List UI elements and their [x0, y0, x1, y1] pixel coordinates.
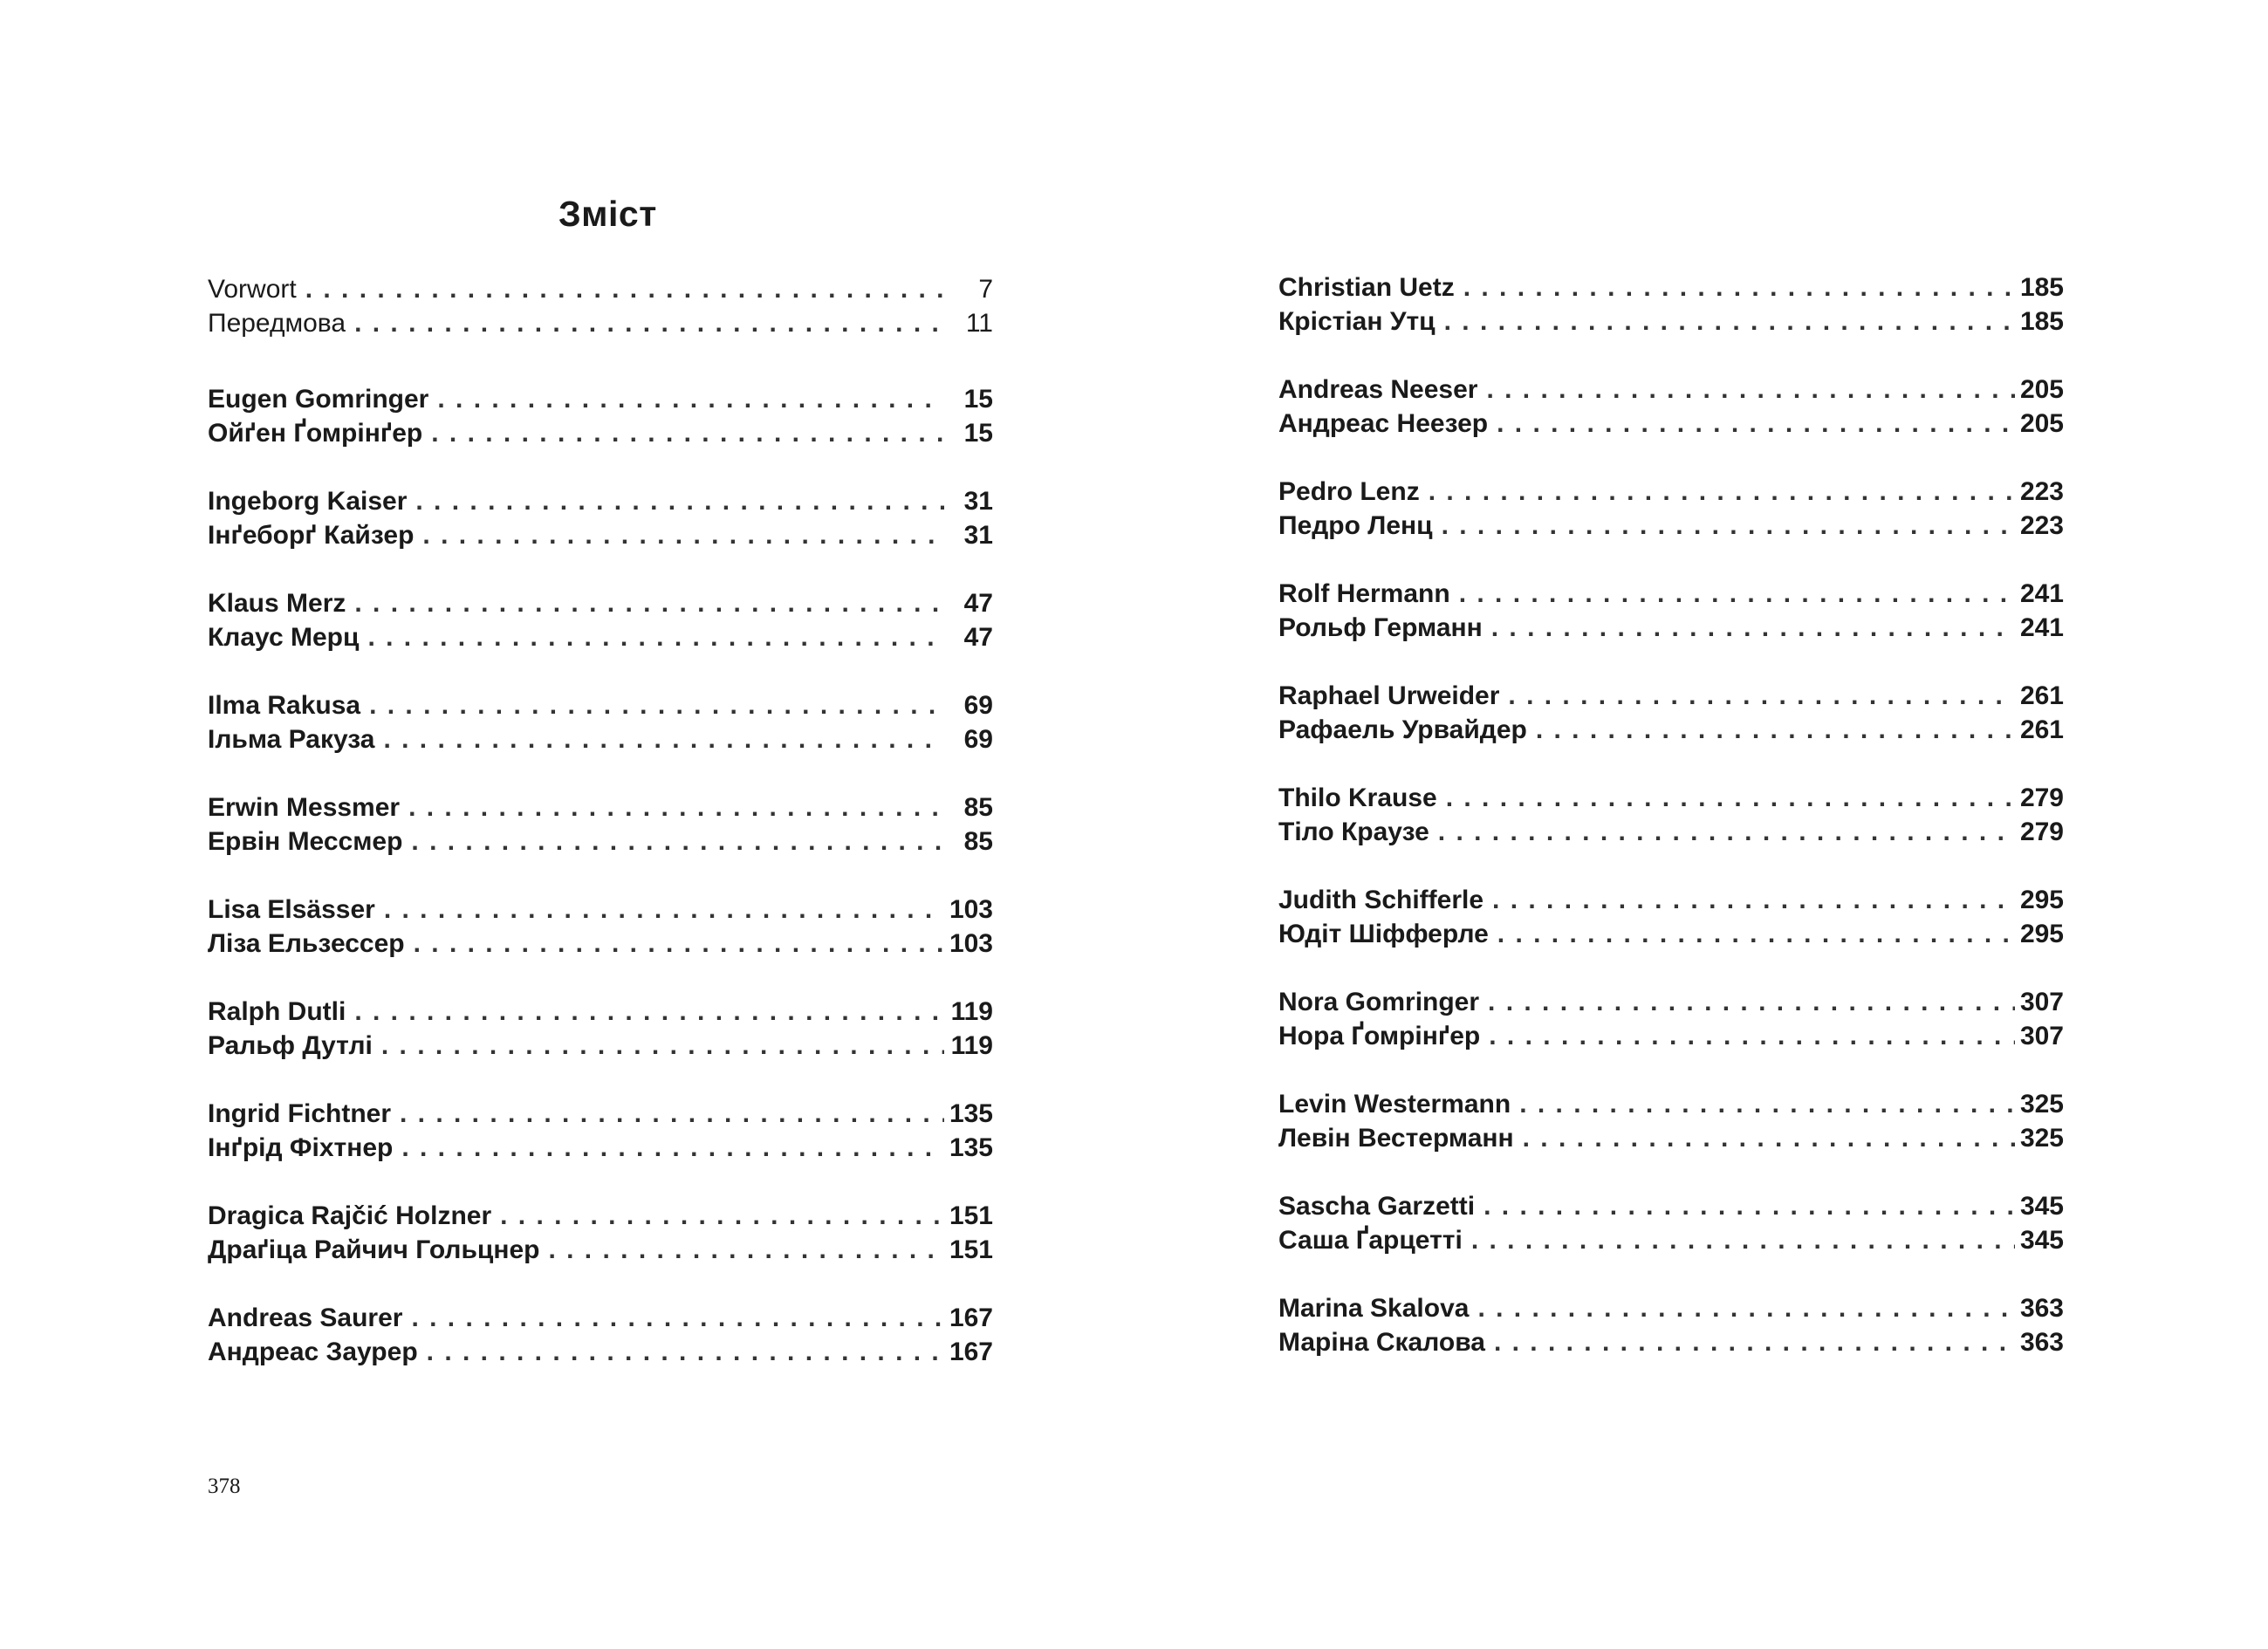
entry-page-number: 307 — [2019, 1022, 2064, 1050]
toc-entry[interactable] — [1278, 917, 2064, 951]
entry-title: Andreas Saurer — [208, 1303, 403, 1332]
entry-title: Левін Вестерманн — [1278, 1124, 1514, 1153]
toc-group — [1278, 373, 2064, 475]
entry-page-number: 85 — [963, 793, 993, 822]
entry-title: Ilma Rakusa — [208, 691, 361, 720]
entry-page-number: 135 — [949, 1133, 993, 1162]
toc-entry[interactable] — [208, 790, 993, 824]
entry-page-number: 15 — [963, 419, 993, 448]
entry-title: Rolf Hermann — [1278, 579, 1450, 608]
dot-leader — [305, 272, 944, 306]
entry-title: Thilo Krause — [1278, 783, 1437, 812]
toc-group — [208, 893, 993, 995]
dot-leader — [383, 722, 944, 756]
entry-page-number: 325 — [2019, 1124, 2064, 1153]
entry-page-number: 119 — [950, 997, 993, 1026]
entry-page-number: 241 — [2019, 613, 2064, 642]
toc-entry[interactable] — [1278, 679, 2064, 713]
entry-page-number: 295 — [2019, 920, 2064, 948]
toc-group — [208, 995, 993, 1097]
toc-entry[interactable] — [208, 688, 993, 722]
entry-page-number: 363 — [2019, 1294, 2064, 1323]
entry-page-number: 223 — [2019, 477, 2064, 506]
toc-entry[interactable] — [208, 1097, 993, 1131]
dot-leader — [1463, 270, 2015, 304]
dot-leader — [1508, 679, 2015, 713]
toc-entry[interactable] — [208, 382, 993, 416]
entry-title: Маріна Скалова — [1278, 1328, 1485, 1357]
dot-leader — [415, 484, 944, 518]
entry-title: Vorwort — [208, 275, 297, 304]
entry-title: Ервін Мессмер — [208, 827, 403, 856]
toc-entry[interactable] — [1278, 1291, 2064, 1325]
entry-title: Lisa Elsässer — [208, 895, 375, 924]
entry-page-number: 151 — [949, 1201, 993, 1230]
toc-entry[interactable] — [208, 272, 993, 306]
toc-entry[interactable] — [208, 416, 993, 450]
toc-entry[interactable] — [1278, 883, 2064, 917]
toc-entry[interactable] — [208, 1335, 993, 1369]
toc-group — [1278, 475, 2064, 577]
entry-title: Рафаель Урвайдер — [1278, 715, 1527, 744]
entry-page-number: 167 — [949, 1338, 993, 1366]
entry-title: Ingrid Fichtner — [208, 1099, 391, 1128]
toc-group — [208, 790, 993, 893]
toc-entry[interactable] — [1278, 1121, 2064, 1155]
entry-title: Marina Skalova — [1278, 1294, 1470, 1323]
entry-title: Клаус Мерц — [208, 623, 360, 652]
toc-entry[interactable] — [1278, 304, 2064, 339]
entry-title: Нора Ґомрінґер — [1278, 1022, 1481, 1050]
dot-leader — [381, 1029, 944, 1063]
entry-page-number: 151 — [949, 1235, 993, 1264]
dot-leader — [1446, 781, 2015, 815]
toc-group — [208, 1301, 993, 1403]
dot-leader — [414, 927, 944, 961]
entry-title: Christian Uetz — [1278, 273, 1455, 302]
dot-leader — [354, 306, 944, 340]
dot-leader — [1486, 373, 2014, 407]
dot-leader — [1523, 1121, 2015, 1155]
dot-leader — [401, 1131, 944, 1165]
toc-group — [208, 272, 993, 382]
entry-title: Драґіца Райчич Гольцнер — [208, 1235, 540, 1264]
dot-leader — [431, 416, 944, 450]
dot-leader — [400, 1097, 944, 1131]
entry-page-number: 7 — [978, 275, 993, 304]
entry-title: Sascha Garzetti — [1278, 1192, 1476, 1221]
entry-title: Інґрід Фіхтнер — [208, 1133, 394, 1162]
toc-group — [1278, 1087, 2064, 1189]
dot-leader — [1492, 883, 2015, 917]
dot-leader — [411, 824, 944, 859]
toc-entry[interactable] — [1278, 1087, 2064, 1121]
dot-leader — [354, 586, 944, 620]
toc-group — [1278, 270, 2064, 373]
toc-entry[interactable] — [208, 620, 993, 654]
dot-leader — [1494, 1325, 2015, 1359]
entry-title: Ingeborg Kaiser — [208, 487, 408, 516]
dot-leader — [1497, 917, 2015, 951]
entry-title: Andreas Neeser — [1278, 375, 1478, 404]
dot-leader — [500, 1199, 944, 1233]
dot-leader — [1536, 713, 2015, 747]
entry-title: Dragica Rajčić Holzner — [208, 1201, 492, 1230]
toc-entry[interactable] — [208, 1029, 993, 1063]
toc-group — [208, 586, 993, 688]
entry-title: Levin Westermann — [1278, 1090, 1511, 1119]
entry-title: Саша Ґарцетті — [1278, 1226, 1463, 1255]
toc-entry[interactable] — [1278, 985, 2064, 1019]
entry-title: Judith Schifferle — [1278, 886, 1484, 914]
entry-page-number: 345 — [2019, 1192, 2064, 1221]
toc-group — [1278, 781, 2064, 883]
entry-title: Raphael Urweider — [1278, 681, 1500, 710]
page-number: 378 — [208, 1475, 241, 1498]
toc-group — [1278, 1189, 2064, 1291]
toc-entry[interactable] — [1278, 1325, 2064, 1359]
entry-page-number: 31 — [963, 521, 993, 550]
entry-title: Eugen Gomringer — [208, 385, 429, 414]
entry-title: Тіло Краузе — [1278, 818, 1429, 846]
toc-group — [1278, 577, 2064, 679]
entry-title: Андреас Неезер — [1278, 409, 1489, 438]
toc-entry[interactable] — [208, 927, 993, 961]
entry-title: Ralph Dutli — [208, 997, 346, 1026]
toc-entry[interactable] — [208, 824, 993, 859]
entry-title: Передмова — [208, 309, 346, 338]
entry-page-number: 185 — [2019, 273, 2064, 302]
toc-entry[interactable] — [1278, 270, 2064, 304]
entry-title: Андреас Заурер — [208, 1338, 418, 1366]
toc-entry[interactable] — [208, 1199, 993, 1233]
entry-page-number: 185 — [2019, 307, 2064, 336]
entry-title: Крістіан Утц — [1278, 307, 1435, 336]
entry-title: Ільма Ракуза — [208, 725, 375, 754]
dot-leader — [367, 620, 944, 654]
dot-leader — [411, 1301, 944, 1335]
toc-group — [208, 688, 993, 790]
toc-entry[interactable] — [1278, 475, 2064, 509]
entry-title: Рольф Германн — [1278, 613, 1483, 642]
toc-entry[interactable] — [1278, 611, 2064, 645]
toc-group — [1278, 1291, 2064, 1393]
dot-leader — [1477, 1291, 2015, 1325]
dot-leader — [1519, 1087, 2015, 1121]
dot-leader — [354, 995, 944, 1029]
entry-page-number: 205 — [2019, 375, 2064, 404]
entry-page-number: 167 — [949, 1303, 993, 1332]
dot-leader — [1471, 1223, 2015, 1257]
toc-entry[interactable] — [1278, 781, 2064, 815]
toc-group — [208, 1199, 993, 1301]
dot-leader — [1497, 407, 2015, 441]
entry-title: Педро Ленц — [1278, 511, 1433, 540]
entry-page-number: 325 — [2019, 1090, 2064, 1119]
toc-entry[interactable] — [208, 518, 993, 552]
toc-entry[interactable] — [1278, 373, 2064, 407]
entry-title: Ральф Дутлі — [208, 1031, 373, 1060]
entry-title: Pedro Lenz — [1278, 477, 1420, 506]
dot-leader — [437, 382, 944, 416]
entry-page-number: 307 — [2019, 988, 2064, 1016]
dot-leader — [408, 790, 944, 824]
toc-entry[interactable] — [1278, 815, 2064, 849]
entry-page-number: 205 — [2019, 409, 2064, 438]
entry-page-number: 85 — [963, 827, 993, 856]
toc-title: Зміст — [558, 194, 657, 234]
entry-page-number: 135 — [949, 1099, 993, 1128]
toc-entry[interactable] — [208, 1233, 993, 1267]
toc-group — [208, 382, 993, 484]
entry-page-number: 261 — [2019, 681, 2064, 710]
toc-group — [1278, 985, 2064, 1087]
toc-entry[interactable] — [1278, 577, 2064, 611]
entry-page-number: 103 — [949, 895, 993, 924]
toc-entry[interactable] — [1278, 509, 2064, 543]
toc-entry[interactable] — [1278, 1019, 2064, 1053]
entry-page-number: 11 — [965, 309, 993, 338]
dot-leader — [384, 893, 944, 927]
dot-leader — [1483, 1189, 2015, 1223]
dot-leader — [427, 1335, 944, 1369]
entry-page-number: 279 — [2019, 783, 2064, 812]
entry-page-number: 261 — [2019, 715, 2064, 744]
toc-entry[interactable] — [208, 722, 993, 756]
dot-leader — [1429, 475, 2015, 509]
entry-title: Ліза Ельзессер — [208, 929, 405, 958]
dot-leader — [369, 688, 944, 722]
toc-entry[interactable] — [208, 1301, 993, 1335]
entry-page-number: 279 — [2019, 818, 2064, 846]
dot-leader — [1444, 304, 2015, 339]
entry-page-number: 47 — [963, 589, 993, 618]
entry-page-number: 363 — [2019, 1328, 2064, 1357]
dot-leader — [1489, 1019, 2015, 1053]
right-page — [1134, 0, 2268, 1649]
toc-entry[interactable] — [1278, 1223, 2064, 1257]
entry-page-number: 119 — [950, 1031, 993, 1060]
entry-page-number: 47 — [963, 623, 993, 652]
toc-group — [208, 484, 993, 586]
entry-title: Ойґен Ґомрінґер — [208, 419, 423, 448]
dot-leader — [1459, 577, 2015, 611]
entry-page-number: 223 — [2019, 511, 2064, 540]
toc-group — [1278, 679, 2064, 781]
toc-list-right — [1278, 270, 2064, 1393]
toc-entry[interactable] — [208, 893, 993, 927]
toc-entry[interactable] — [208, 306, 993, 340]
entry-title: Nora Gomringer — [1278, 988, 1480, 1016]
entry-page-number: 241 — [2019, 579, 2064, 608]
entry-title: Erwin Messmer — [208, 793, 401, 822]
dot-leader — [1442, 509, 2015, 543]
dot-leader — [1491, 611, 2015, 645]
entry-page-number: 295 — [2019, 886, 2064, 914]
entry-title: Інґеборґ Кайзер — [208, 521, 415, 550]
toc-entry[interactable] — [208, 995, 993, 1029]
entry-title: Юдіт Шіфферле — [1278, 920, 1489, 948]
dot-leader — [1438, 815, 2015, 849]
dot-leader — [1488, 985, 2015, 1019]
entry-page-number: 31 — [963, 487, 993, 516]
dot-leader — [422, 518, 944, 552]
entry-title: Klaus Merz — [208, 589, 346, 618]
toc-entry[interactable] — [208, 586, 993, 620]
toc-list-left — [208, 272, 993, 1403]
entry-page-number: 69 — [963, 725, 993, 754]
toc-entry[interactable] — [1278, 713, 2064, 747]
entry-page-number: 15 — [963, 385, 993, 414]
entry-page-number: 69 — [963, 691, 993, 720]
toc-entry[interactable] — [1278, 407, 2064, 441]
entry-page-number: 103 — [949, 929, 993, 958]
toc-group — [1278, 883, 2064, 985]
toc-entry[interactable] — [1278, 1189, 2064, 1223]
toc-entry[interactable] — [208, 484, 993, 518]
toc-entry[interactable] — [208, 1131, 993, 1165]
entry-page-number: 345 — [2019, 1226, 2064, 1255]
dot-leader — [548, 1233, 943, 1267]
toc-group — [208, 1097, 993, 1199]
